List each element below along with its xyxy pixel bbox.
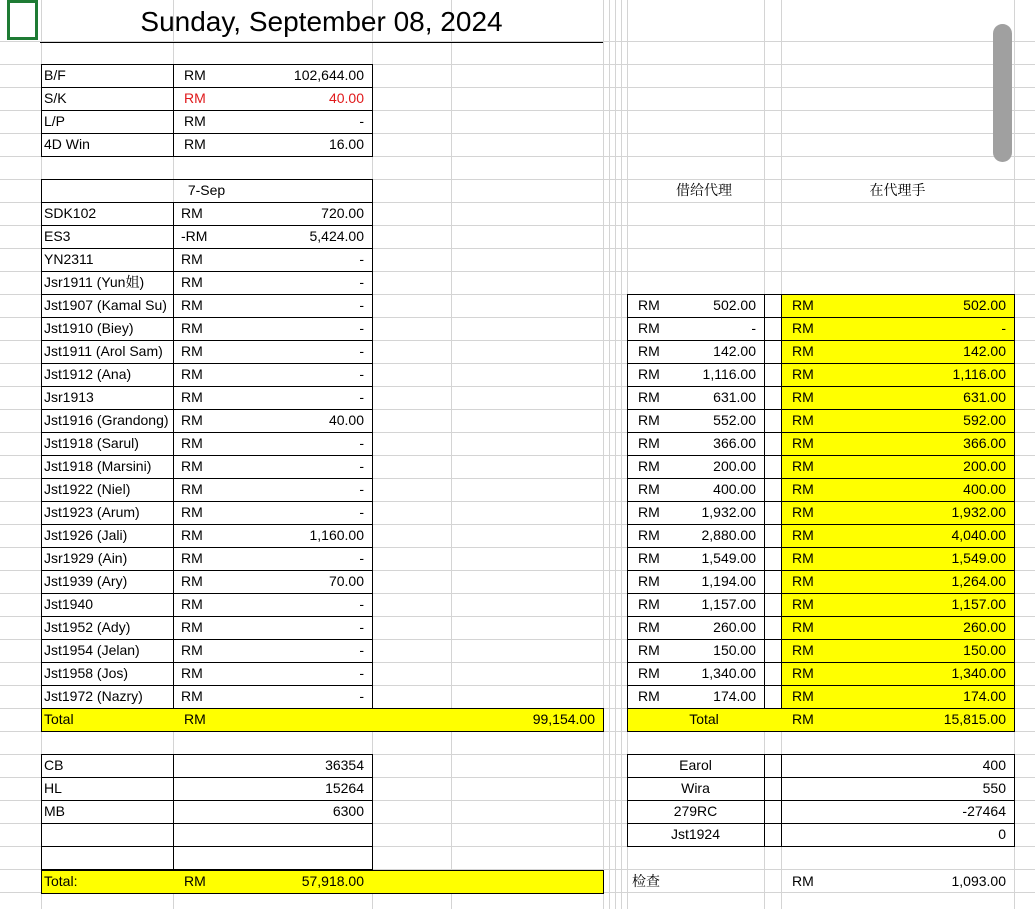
- hand-value[interactable]: 1,264.00: [951, 573, 1006, 589]
- left-row-value[interactable]: -: [359, 688, 364, 704]
- right-total-label[interactable]: Total: [689, 711, 719, 727]
- left-row-value[interactable]: -: [359, 596, 364, 612]
- left-row-name[interactable]: Jsr1913: [44, 389, 94, 405]
- left-row-value[interactable]: 70.00: [328, 573, 364, 589]
- lent-currency[interactable]: RM: [638, 389, 660, 405]
- lent-value[interactable]: 260.00: [713, 619, 756, 635]
- gap-border: [764, 340, 782, 364]
- left-total-value[interactable]: 99,154.00: [532, 711, 595, 727]
- left-row-currency[interactable]: RM: [181, 665, 203, 681]
- lent-value[interactable]: 1,194.00: [701, 573, 756, 589]
- check-currency[interactable]: RM: [792, 873, 814, 889]
- hand-value[interactable]: 631.00: [963, 389, 1006, 405]
- hand-currency[interactable]: RM: [792, 297, 814, 313]
- left-row-name[interactable]: Jst1952 (Ady): [44, 619, 131, 635]
- bank-value-border: [173, 823, 373, 847]
- agent-value[interactable]: -27464: [962, 803, 1006, 819]
- left-row-name[interactable]: Jst1916 (Grandong): [44, 412, 169, 428]
- agent-value[interactable]: 400: [982, 757, 1006, 773]
- summary-value[interactable]: 102,644.00: [293, 67, 364, 83]
- left-row-currency[interactable]: RM: [181, 596, 203, 612]
- bank-label-border: [41, 846, 174, 870]
- lent-value[interactable]: 400.00: [713, 481, 756, 497]
- left-row-name[interactable]: YN2311: [44, 251, 94, 267]
- gap-border: [764, 501, 782, 525]
- left-row-value[interactable]: 1,160.00: [309, 527, 364, 543]
- left-row-currency[interactable]: RM: [181, 366, 203, 382]
- left-row-name[interactable]: Jst1939 (Ary): [44, 573, 128, 589]
- summary-currency[interactable]: RM: [184, 113, 206, 129]
- hand-value[interactable]: 1,932.00: [951, 504, 1006, 520]
- hand-value[interactable]: 1,157.00: [951, 596, 1006, 612]
- lent-currency[interactable]: RM: [638, 665, 660, 681]
- date-header[interactable]: 7-Sep: [187, 182, 226, 198]
- left-row-currency[interactable]: RM: [181, 251, 203, 267]
- hand-currency[interactable]: RM: [792, 320, 814, 336]
- left-total-currency[interactable]: RM: [184, 711, 206, 727]
- left-row-value[interactable]: -: [359, 435, 364, 451]
- left-row-currency[interactable]: RM: [181, 527, 203, 543]
- lent-currency[interactable]: RM: [638, 573, 660, 589]
- agent-value[interactable]: 0: [998, 826, 1006, 842]
- left-row-value[interactable]: -: [359, 251, 364, 267]
- left-row-name[interactable]: Jst1923 (Arum): [44, 504, 140, 520]
- hand-value[interactable]: 142.00: [963, 343, 1006, 359]
- left-row-currency[interactable]: RM: [181, 274, 203, 290]
- lent-currency[interactable]: RM: [638, 481, 660, 497]
- gap-border: [764, 662, 782, 686]
- lent-value[interactable]: 1,340.00: [701, 665, 756, 681]
- lent-currency[interactable]: RM: [638, 504, 660, 520]
- agent-label[interactable]: 279RC: [673, 803, 718, 819]
- lent-value[interactable]: 200.00: [713, 458, 756, 474]
- lent-currency[interactable]: RM: [638, 550, 660, 566]
- bank-label[interactable]: MB: [44, 803, 65, 819]
- lent-value[interactable]: 1,157.00: [701, 596, 756, 612]
- lent-currency[interactable]: RM: [638, 320, 660, 336]
- bank-total-label[interactable]: Total:: [44, 873, 78, 889]
- agent-gap-border: [764, 800, 782, 824]
- gap-border: [764, 570, 782, 594]
- bank-label[interactable]: HL: [44, 780, 62, 796]
- left-row-value[interactable]: -: [359, 297, 364, 313]
- summary-label[interactable]: S/K: [44, 90, 67, 106]
- lent-currency[interactable]: RM: [638, 619, 660, 635]
- left-row-value[interactable]: -: [359, 320, 364, 336]
- lent-value[interactable]: 1,116.00: [702, 366, 756, 382]
- lent-currency[interactable]: RM: [638, 458, 660, 474]
- left-total-label[interactable]: Total: [44, 711, 74, 727]
- hand-currency[interactable]: RM: [792, 573, 814, 589]
- hand-value[interactable]: 592.00: [963, 412, 1006, 428]
- left-row-name[interactable]: Jst1918 (Sarul): [44, 435, 139, 451]
- lent-value[interactable]: 2,880.00: [701, 527, 756, 543]
- bank-value[interactable]: 15264: [325, 780, 364, 796]
- selected-cell[interactable]: [7, 0, 38, 40]
- hand-currency[interactable]: RM: [792, 435, 814, 451]
- hand-currency[interactable]: RM: [792, 596, 814, 612]
- sheet-title: Sunday, September 08, 2024: [40, 0, 603, 43]
- bank-value[interactable]: 36354: [325, 757, 364, 773]
- agent-label[interactable]: Wira: [681, 780, 710, 796]
- left-row-currency[interactable]: RM: [181, 642, 203, 658]
- hand-value[interactable]: 1,549.00: [951, 550, 1006, 566]
- gap-border: [764, 363, 782, 387]
- left-row-value[interactable]: 5,424.00: [309, 228, 364, 244]
- hand-currency[interactable]: RM: [792, 688, 814, 704]
- hand-value[interactable]: 4,040.00: [951, 527, 1006, 543]
- left-row-name[interactable]: Jst1910 (Biey): [44, 320, 134, 336]
- summary-value[interactable]: -: [359, 113, 364, 129]
- hand-currency[interactable]: RM: [792, 389, 814, 405]
- gap-border: [764, 524, 782, 548]
- agent-label[interactable]: Earol: [679, 757, 712, 773]
- gap-border: [764, 294, 782, 318]
- summary-currency[interactable]: RM: [184, 67, 206, 83]
- left-row-name[interactable]: Jst1972 (Nazry): [44, 688, 143, 704]
- hand-value[interactable]: 366.00: [963, 435, 1006, 451]
- hand-currency[interactable]: RM: [792, 458, 814, 474]
- hand-value[interactable]: 200.00: [963, 458, 1006, 474]
- hand-currency[interactable]: RM: [792, 481, 814, 497]
- hand-currency[interactable]: RM: [792, 550, 814, 566]
- left-row-value[interactable]: -: [359, 343, 364, 359]
- left-row-currency[interactable]: RM: [181, 504, 203, 520]
- bank-total-value[interactable]: 57,918.00: [301, 873, 364, 889]
- agent-value[interactable]: 550: [982, 780, 1006, 796]
- hand-value[interactable]: 400.00: [963, 481, 1006, 497]
- lent-currency[interactable]: RM: [638, 596, 660, 612]
- hand-currency[interactable]: RM: [792, 343, 814, 359]
- right-total-value[interactable]: 15,815.00: [943, 711, 1006, 727]
- lent-currency[interactable]: RM: [638, 527, 660, 543]
- left-row-currency[interactable]: RM: [181, 688, 203, 704]
- right-total-currency[interactable]: RM: [792, 711, 814, 727]
- left-row-currency[interactable]: RM: [181, 412, 203, 428]
- left-row-name[interactable]: Jst1922 (Niel): [44, 481, 131, 497]
- left-row-name[interactable]: Jst1911 (Arol Sam): [44, 343, 163, 359]
- agent-gap-border: [764, 754, 782, 778]
- hand-currency[interactable]: RM: [792, 504, 814, 520]
- bank-total-currency[interactable]: RM: [184, 873, 206, 889]
- agent-label[interactable]: Jst1924: [670, 826, 721, 842]
- gap-border: [764, 685, 782, 709]
- lent-value[interactable]: 150.00: [713, 642, 756, 658]
- bank-label[interactable]: CB: [44, 757, 64, 773]
- left-row-value[interactable]: -: [359, 619, 364, 635]
- left-row-value[interactable]: -: [359, 481, 364, 497]
- left-row-currency[interactable]: RM: [181, 550, 203, 566]
- left-row-name[interactable]: Jst1918 (Marsini): [44, 458, 152, 474]
- left-row-currency[interactable]: RM: [181, 458, 203, 474]
- summary-currency[interactable]: RM: [184, 90, 206, 106]
- gap-border: [764, 432, 782, 456]
- lent-currency[interactable]: RM: [638, 297, 660, 313]
- left-row-currency[interactable]: RM: [181, 619, 203, 635]
- hand-currency[interactable]: RM: [792, 412, 814, 428]
- bank-label-border: [41, 823, 174, 847]
- left-row-value[interactable]: 720.00: [321, 205, 364, 221]
- left-row-value[interactable]: -: [359, 550, 364, 566]
- left-row-currency[interactable]: -RM: [181, 228, 208, 244]
- lent-value[interactable]: -: [751, 320, 756, 336]
- hand-currency[interactable]: RM: [792, 366, 814, 382]
- lent-currency[interactable]: RM: [638, 343, 660, 359]
- lent-currency[interactable]: RM: [638, 642, 660, 658]
- bank-value-border: [173, 846, 373, 870]
- hand-currency[interactable]: RM: [792, 642, 814, 658]
- hand-currency[interactable]: RM: [792, 527, 814, 543]
- left-row-name[interactable]: Jst1940: [44, 596, 94, 612]
- right-header-lent[interactable]: 借给代理: [676, 182, 732, 198]
- right-header-hand[interactable]: 在代理手: [869, 182, 926, 198]
- lent-value[interactable]: 1,549.00: [701, 550, 756, 566]
- hand-currency[interactable]: RM: [792, 665, 814, 681]
- lent-value[interactable]: 174.00: [713, 688, 756, 704]
- left-row-currency[interactable]: RM: [181, 481, 203, 497]
- left-row-value[interactable]: -: [359, 642, 364, 658]
- check-value[interactable]: 1,093.00: [951, 873, 1006, 889]
- lent-currency[interactable]: RM: [638, 435, 660, 451]
- lent-currency[interactable]: RM: [638, 366, 660, 382]
- gap-border: [764, 616, 782, 640]
- check-label[interactable]: 检查: [632, 873, 660, 889]
- bank-value[interactable]: 6300: [332, 803, 364, 819]
- lent-currency[interactable]: RM: [638, 688, 660, 704]
- hand-value[interactable]: 260.00: [963, 619, 1006, 635]
- lent-value[interactable]: 552.00: [713, 412, 756, 428]
- vertical-scrollbar[interactable]: [993, 24, 1012, 162]
- lent-value[interactable]: 142.00: [713, 343, 756, 359]
- gap-border: [764, 409, 782, 433]
- hand-currency[interactable]: RM: [792, 619, 814, 635]
- summary-value[interactable]: 16.00: [328, 136, 364, 152]
- lent-value[interactable]: 631.00: [713, 389, 756, 405]
- left-row-name[interactable]: Jst1912 (Ana): [44, 366, 132, 382]
- left-row-name[interactable]: Jsr1929 (Ain): [44, 550, 128, 566]
- gap-border: [764, 639, 782, 663]
- left-row-name[interactable]: ES3: [44, 228, 71, 244]
- summary-label[interactable]: L/P: [44, 113, 66, 129]
- left-row-currency[interactable]: RM: [181, 435, 203, 451]
- gap-border: [764, 386, 782, 410]
- left-row-name[interactable]: Jst1926 (Jali): [44, 527, 128, 543]
- left-row-value[interactable]: 40.00: [328, 412, 364, 428]
- left-row-name[interactable]: Jst1958 (Jos): [44, 665, 129, 681]
- hand-value[interactable]: 1,116.00: [952, 366, 1006, 382]
- summary-value[interactable]: 40.00: [328, 90, 364, 106]
- left-row-currency[interactable]: RM: [181, 389, 203, 405]
- left-row-name[interactable]: Jst1907 (Kamal Su): [44, 297, 167, 313]
- gap-border: [764, 593, 782, 617]
- left-row-currency[interactable]: RM: [181, 343, 203, 359]
- left-row-currency[interactable]: RM: [181, 573, 203, 589]
- lent-value[interactable]: 502.00: [713, 297, 756, 313]
- left-row-value[interactable]: -: [359, 274, 364, 290]
- agent-gap-border: [764, 777, 782, 801]
- left-row-value[interactable]: -: [359, 366, 364, 382]
- left-row-name[interactable]: Jsr1911 (Yun姐): [44, 274, 145, 290]
- left-row-name[interactable]: SDK102: [44, 205, 97, 221]
- hand-value[interactable]: -: [1001, 320, 1006, 336]
- left-row-value[interactable]: -: [359, 458, 364, 474]
- left-row-currency[interactable]: RM: [181, 297, 203, 313]
- gap-border: [764, 317, 782, 341]
- gap-border: [764, 478, 782, 502]
- gap-border: [764, 455, 782, 479]
- lent-value[interactable]: 1,932.00: [701, 504, 756, 520]
- left-row-value[interactable]: -: [359, 389, 364, 405]
- left-row-value[interactable]: -: [359, 504, 364, 520]
- hand-value[interactable]: 150.00: [963, 642, 1006, 658]
- gap-border: [764, 547, 782, 571]
- left-row-name[interactable]: Jst1954 (Jelan): [44, 642, 140, 658]
- agent-gap-border: [764, 823, 782, 847]
- left-row-currency[interactable]: RM: [181, 320, 203, 336]
- lent-currency[interactable]: RM: [638, 412, 660, 428]
- summary-label[interactable]: B/F: [44, 67, 66, 83]
- hand-value[interactable]: 1,340.00: [951, 665, 1006, 681]
- hand-value[interactable]: 502.00: [963, 297, 1006, 313]
- lent-value[interactable]: 366.00: [713, 435, 756, 451]
- summary-currency[interactable]: RM: [184, 136, 206, 152]
- hand-value[interactable]: 174.00: [963, 688, 1006, 704]
- left-row-value[interactable]: -: [359, 665, 364, 681]
- left-row-currency[interactable]: RM: [181, 205, 203, 221]
- summary-label[interactable]: 4D Win: [44, 136, 90, 152]
